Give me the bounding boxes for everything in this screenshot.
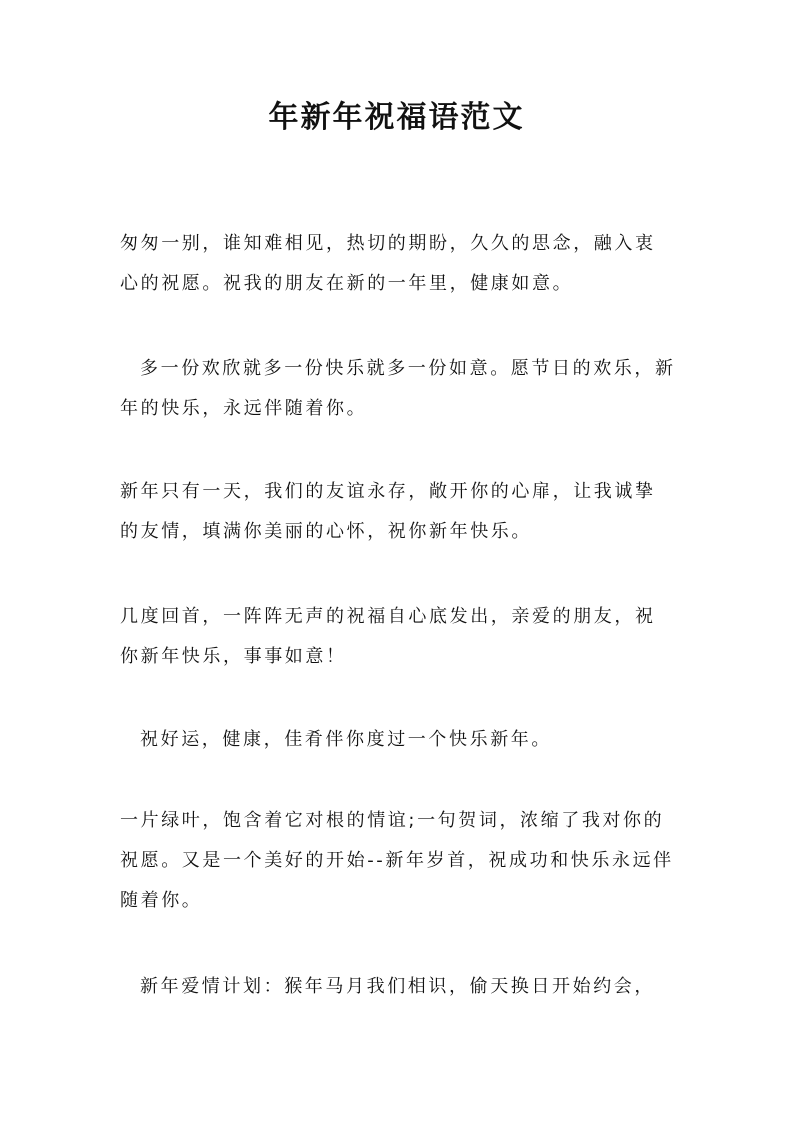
paragraph-2: 多一份欢欣就多一份快乐就多一份如意。愿节日的欢乐，新年的快乐，永远伴随着你。 <box>120 358 676 419</box>
paragraph-7: 新年爱情计划：猴年马月我们相识，偷天换日开始约会， <box>140 976 655 997</box>
paragraph-4: 几度回首，一阵阵无声的祝福自心底发出，亲爱的朋友，祝你新年快乐，事事如意！ <box>120 606 656 667</box>
document-title: 年新年祝福语范文 <box>268 100 525 135</box>
paragraph-5: 祝好运，健康，佳肴伴你度过一个快乐新年。 <box>140 729 552 750</box>
paragraph-6: 一片绿叶，饱含着它对根的情谊;一句贺词，浓缩了我对你的祝愿。又是一个美好的开始--新年岁首，祝成功和快乐永远伴随着你。 <box>120 810 674 911</box>
paragraph-1: 匆匆一别，谁知难相见，热切的期盼，久久的思念，融入衷心的祝愿。祝我的朋友在新的一年里，健康如意。 <box>120 233 656 294</box>
paragraph-3: 新年只有一天，我们的友谊永存，敞开你的心扉，让我诚挚的友情，填满你美丽的心怀，祝你新年快乐。 <box>120 481 656 542</box>
